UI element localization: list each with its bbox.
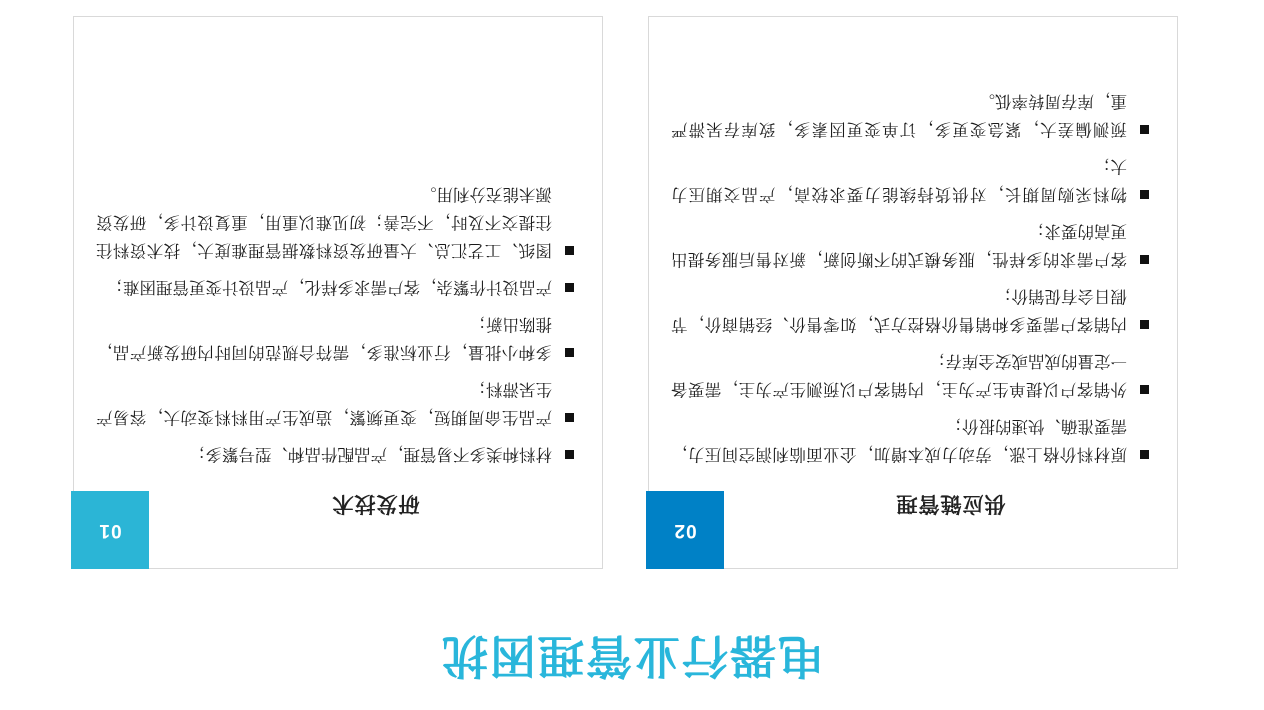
square-bullet-icon <box>565 283 574 292</box>
square-bullet-icon <box>565 348 574 357</box>
square-bullet-icon <box>565 246 574 255</box>
square-bullet-icon <box>565 450 574 459</box>
list-item <box>671 347 1149 403</box>
card-list-supply-chain <box>671 78 1149 468</box>
list-item <box>671 217 1149 273</box>
list-item-text: 客户需求的多样性，服务模式的不断创新，新对售后服务提出更高的要求； <box>671 222 1127 268</box>
card-list-research-development <box>96 171 574 468</box>
cards-container <box>0 9 1264 569</box>
square-bullet-icon <box>1140 385 1149 394</box>
card-heading-supply-chain: 供应链管理 <box>895 492 1006 515</box>
list-item <box>96 440 574 468</box>
square-bullet-icon <box>1140 255 1149 264</box>
list-item <box>671 412 1149 468</box>
list-item-text: 产品设计作繁杂，客户需求多样化，产品设计变更管理困难； <box>106 278 552 296</box>
list-item-text: 原材料价格上涨，劳动力成本增加，企业面临利润空间压力，需要准确、快速的报价； <box>671 417 1127 463</box>
list-item <box>96 310 574 366</box>
list-item-text: 预测偏差大，紧急变更多，订单变更因素多，致库存呆滞严重，库存周转率低。 <box>671 92 1127 138</box>
card-research-development <box>73 16 603 569</box>
list-item <box>671 282 1149 338</box>
page-title: 电器行业管理困扰 <box>440 630 824 682</box>
list-item <box>671 87 1149 143</box>
square-bullet-icon <box>1140 125 1149 134</box>
square-bullet-icon <box>565 413 574 422</box>
list-item-text: 产品生命周期短，变更频繁，造成生产用料料变动大，容易产生呆滞料； <box>96 380 552 426</box>
list-item-text: 外销客户以提单生产为主，内销客户以预测生产为主，需要备一定量的成品或安全库存； <box>671 352 1127 398</box>
square-bullet-icon <box>1140 190 1149 199</box>
list-item <box>96 273 574 301</box>
list-item-text: 材料种类多不易管理，产品配件品种、型号繁多； <box>189 445 552 463</box>
list-item-text: 内销客户需要多种销售价格控方式，如零售价、经销商价，节假日会有促销价； <box>671 287 1127 333</box>
list-item-text: 物料采购周期长，对供货持续能力要求较高，产品交期压力大； <box>671 157 1127 203</box>
square-bullet-icon <box>1140 450 1149 459</box>
card-supply-chain <box>648 16 1178 569</box>
card-heading-research-development: 研发技术 <box>331 492 420 515</box>
square-bullet-icon <box>1140 320 1149 329</box>
list-item-text: 多种小批量，行业标准多，需符合规范的同时内研发新产品，推陈出新； <box>96 315 552 361</box>
card-number-badge-02: 02 <box>646 491 724 569</box>
list-item-text: 图纸、工艺汇总、大量研发资料数据管理难度大，技术资料往往提交不及时，不完善；初见难以重用，重复设计多，研发资源未能充分利用。 <box>96 185 552 259</box>
list-item <box>96 180 574 264</box>
list-item <box>96 375 574 431</box>
list-item <box>671 152 1149 208</box>
card-number-badge-01: 01 <box>71 491 149 569</box>
